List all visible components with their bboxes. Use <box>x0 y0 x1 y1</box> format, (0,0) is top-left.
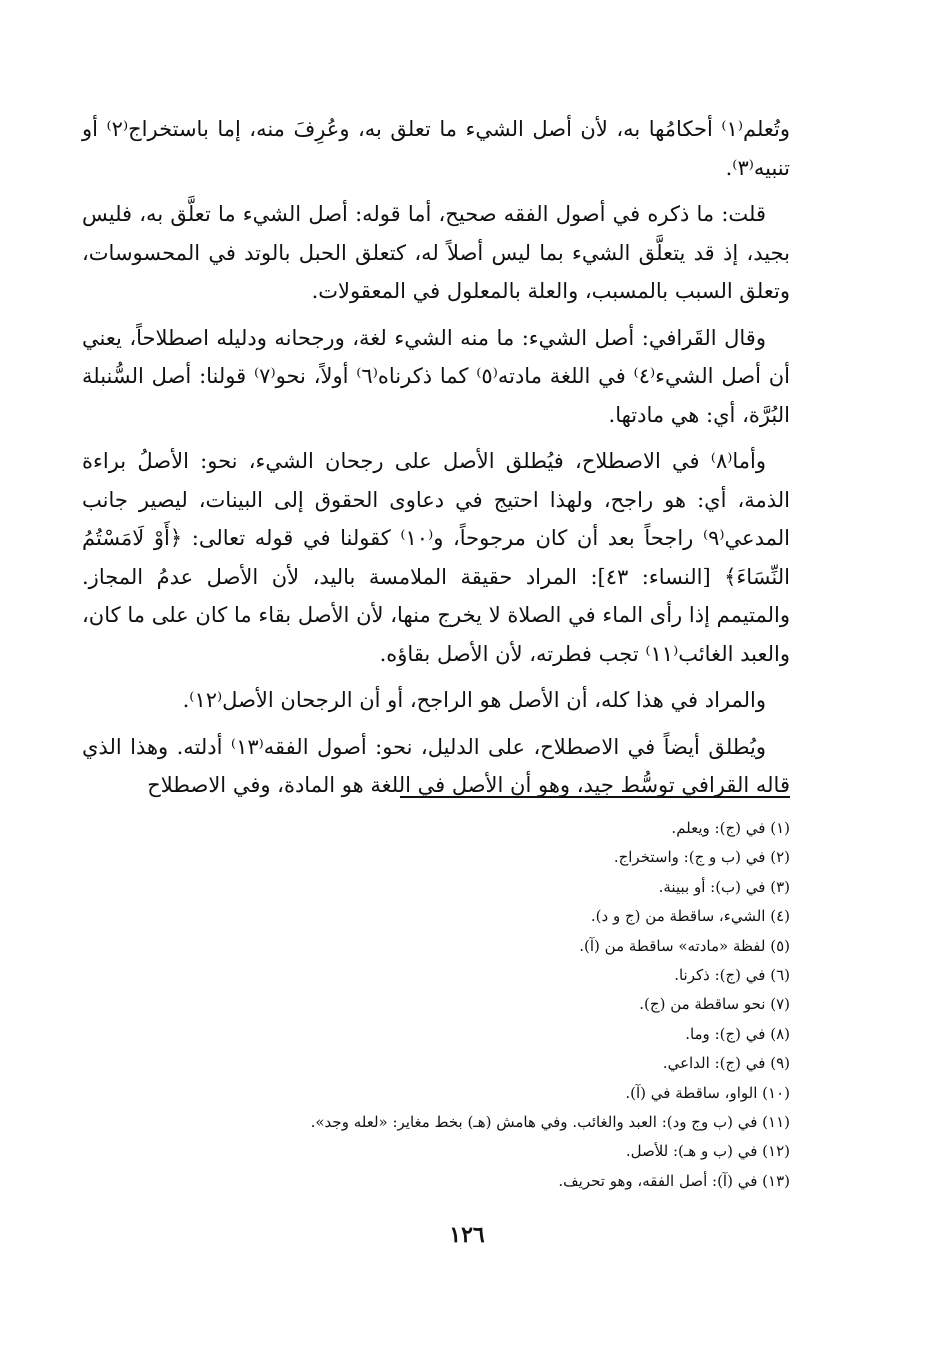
paragraph-1: وتُعلم⁽١⁾ أحكامُها به، لأن أصل الشيء ما تعلق به، وعُرِفَ منه، إما باستخراج⁽٢⁾ أو تنبيه⁽٣⁾. <box>82 117 791 180</box>
paragraph-2: قلت: ما ذكره في أصول الفقه صحيح، أما قوله: أصل الشيء ما تعلَّق به، فليس بجيد، إذ قد يتعلَّق الشيء بما ليس أصلاً له، كتعلق الحبل بالوتد في المحسوسات، وتعلق السبب بالمسبب، والعلة بالمعلول في المعقولات. <box>82 202 790 303</box>
footnote-1: (١) في (ج): ويعلم. <box>671 819 790 837</box>
main-text <box>82 110 790 813</box>
paragraph-5: والمراد في هذا كله، أن الأصل هو الراجح، أو أن الرجحان الأصل⁽١٢⁾. <box>182 688 766 712</box>
footnote-13: (١٣) في (آ): أصل الفقه، وهو تحريف. <box>558 1171 790 1190</box>
footnote-11: (١١) في (ب وج ود): العبد والغائب. وفي هامش (هـ) بخط مغاير: «لعله وجد». <box>310 1113 790 1132</box>
footnote-separator <box>400 796 790 798</box>
footnote-3: (٣) في (ب): أو ببينة. <box>658 877 790 896</box>
page-number: ١٢٦ <box>449 1222 485 1248</box>
footnote-8: (٨) في (ج): وما. <box>685 1024 790 1043</box>
paragraph-3: وقال القَرافي: أصل الشيء: ما منه الشيء لغة، ورجحانه ودليله اصطلاحاً، يعني أن أصل الشيء⁽٤⁾ في اللغة مادته⁽٥⁾ كما ذكرناه⁽٦⁾ أولاً، نحو⁽٧⁾ قولنا: أصل السُّنبلة البُرَّة، أي: هي مادتها. <box>82 325 790 427</box>
footnote-12: (١٢) في (ب و هـ): للأصل. <box>625 1142 790 1161</box>
footnote-2: (٢) في (ب و ج): واستخراج. <box>613 848 790 867</box>
footnote-5: (٥) لفظة «مادته» ساقطة من (آ). <box>579 936 790 955</box>
footnote-10: (١٠) الواو، ساقطة في (آ). <box>625 1083 790 1102</box>
paragraph-4: وأما⁽٨⁾ في الاصطلاح، فيُطلق الأصل على رجحان الشيء، نحو: الأصلُ براءة الذمة، أي: هو راجح، ولهذا احتيج في دعاوى الحقوق إلى البينات، ليصير جانب المدعي⁽٩⁾ راجحاً بعد أن كان مرجوحاً، و⁽١٠⁾ كقولنا في قوله تعالى: ﴿أَوْ لَامَسْتُمُ النِّسَاءَ﴾ [النساء: ٤٣]: المراد حقيقة الملامسة باليد، لأن الأصل عدمُ المجاز. والمتيمم إذا رأى الماء في الصلاة لا يخرج منها، لأن الأصل بقاء ما كان على ما كان، والعبد الغائب⁽١١⁾ تجب فطرته، لأن الأصل بقاؤه. <box>82 449 791 666</box>
footnote-9: (٩) في (ج): الداعي. <box>662 1054 790 1073</box>
footnote-4: (٤) الشيء، ساقطة من (ج و د). <box>590 907 790 926</box>
footnote-7: (٧) نحو ساقطة من (ج). <box>639 995 790 1014</box>
footnote-6: (٦) في (ج): ذكرنا. <box>674 966 790 985</box>
paragraph-6: ويُطلق أيضاً في الاصطلاح، على الدليل، نحو: أصول الفقه⁽١٣⁾ أدلته. وهذا الذي قاله القرافي توسُّط جيد، وهو أن الأصل في اللغة هو المادة، وفي الاصطلاح <box>82 734 790 797</box>
footnotes <box>180 814 790 1196</box>
